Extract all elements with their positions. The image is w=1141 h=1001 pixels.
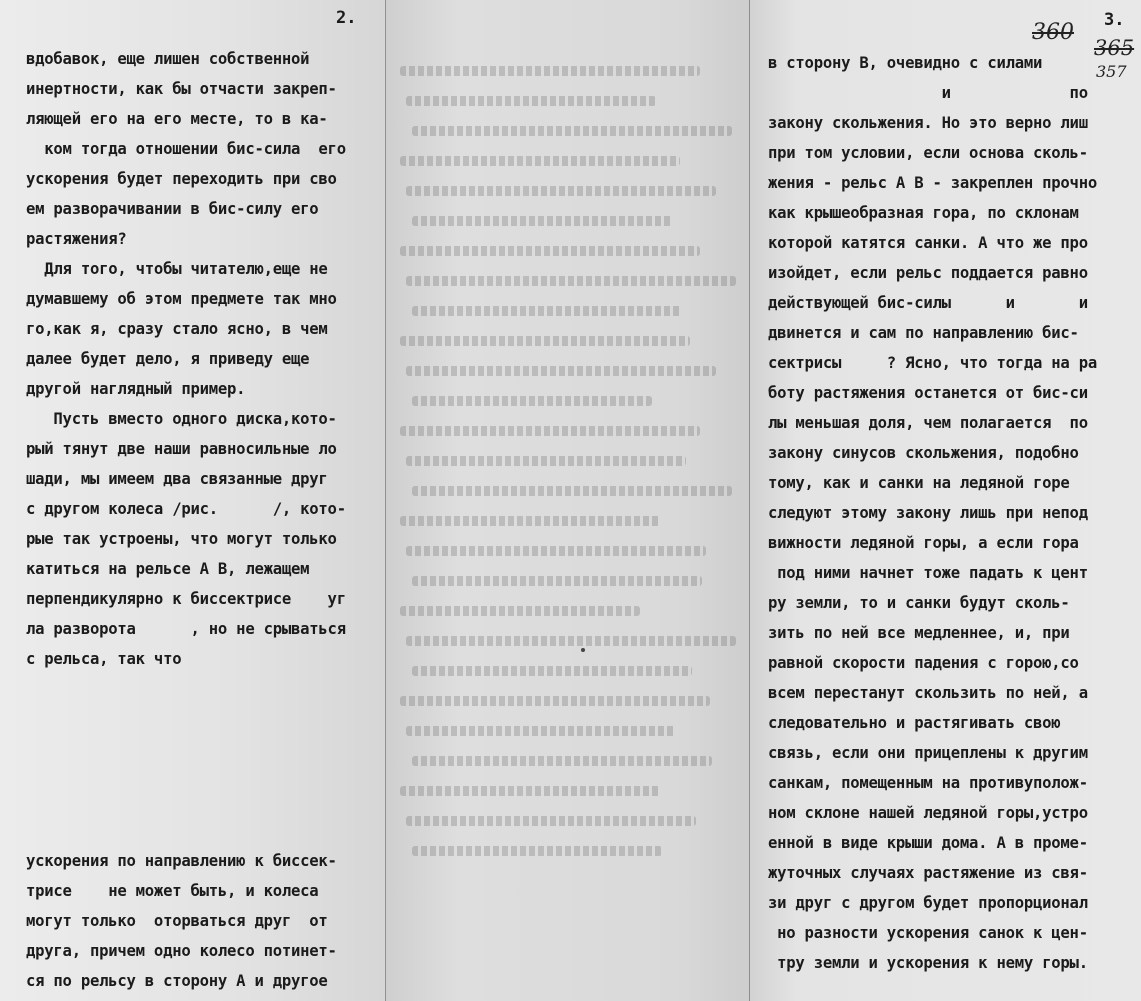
ghost-line — [412, 216, 672, 226]
ghost-line — [406, 96, 656, 106]
text-line: санкам, помещенным на противуполож- — [768, 774, 1088, 792]
text-line: связь, если они прицеплены к другим — [768, 744, 1088, 762]
ghost-line — [412, 306, 682, 316]
text-line: думавшему об этом предмете так мно — [26, 290, 337, 308]
text-line: изойдет, если рельс поддается равно — [768, 264, 1088, 282]
text-line: Пусть вместо одного диска,кото- — [26, 410, 337, 428]
ghost-line — [406, 456, 686, 466]
right-page — [750, 0, 1141, 1001]
left-page — [0, 0, 386, 1001]
text-line: ем разворачивании в бис-силу его — [26, 200, 319, 218]
ghost-line — [412, 666, 692, 676]
text-line: двинется и сам по направлению бис- — [768, 324, 1079, 342]
text-line: трисе не может быть, и колеса — [26, 882, 319, 900]
text-line: ся по рельсу в сторону А и другое — [26, 972, 328, 990]
ghost-line — [406, 816, 696, 826]
text-line: шади, мы имеем два связанные друг — [26, 470, 328, 488]
text-line: действующей бис-силы и и — [768, 294, 1088, 312]
text-line: го,как я, сразу стало ясно, в чем — [26, 320, 328, 338]
text-line: но разности ускорения санок к цен- — [768, 924, 1088, 942]
page-number-left: 2. — [336, 8, 357, 28]
text-line: и по — [768, 84, 1088, 102]
text-line: под ними начнет тоже падать к цент — [768, 564, 1088, 582]
text-line: зи друг с другом будет пропорционал — [768, 894, 1088, 912]
left-bottom-text — [26, 846, 337, 996]
ghost-line — [400, 516, 660, 526]
text-line: которой катятся санки. А что же про — [768, 234, 1088, 252]
text-line: с рельса, так что — [26, 650, 182, 668]
text-line: Для того, чтобы читателю,еще не — [26, 260, 328, 278]
text-line: следовательно и растягивать свою — [768, 714, 1061, 732]
text-line: закону синусов скольжения, подобно — [768, 444, 1079, 462]
ghost-line — [412, 126, 732, 136]
ghost-line — [400, 786, 660, 796]
ghost-line — [406, 276, 736, 286]
ghost-line — [400, 246, 700, 256]
text-line: при том условии, если основа сколь- — [768, 144, 1088, 162]
text-line: ком тогда отношении бис-сила его — [26, 140, 346, 158]
text-line: растяжения? — [26, 230, 127, 248]
text-line: в сторону В, очевидно с силами — [768, 54, 1043, 72]
ghost-line — [406, 186, 716, 196]
text-line: ном склоне нашей ледяной горы,устро — [768, 804, 1088, 822]
text-line: далее будет дело, я приведу еще — [26, 350, 310, 368]
text-line: лы меньшая доля, чем полагается по — [768, 414, 1088, 432]
ghost-line — [412, 576, 702, 586]
text-line: как крышеобразная гора, по склонам — [768, 204, 1079, 222]
archive-number: 357 — [1096, 62, 1127, 81]
ghost-line — [412, 396, 652, 406]
archive-number-crossed-2: 365 — [1094, 36, 1135, 60]
text-line: зить по ней все медленнее, и, при — [768, 624, 1070, 642]
ghost-line — [412, 846, 662, 856]
text-line: жуточных случаях растяжение из свя- — [768, 864, 1088, 882]
ghost-line — [400, 696, 710, 706]
text-line: ускорения по направлению к биссек- — [26, 852, 337, 870]
text-line: вижности ледяной горы, а если гора — [768, 534, 1079, 552]
text-line: инертности, как бы отчасти закреп- — [26, 80, 337, 98]
text-line: тому, как и санки на ледяной горе — [768, 474, 1070, 492]
left-top-text — [26, 44, 346, 674]
ghost-line — [406, 636, 736, 646]
text-line: ускорения будет переходить при сво — [26, 170, 337, 188]
text-line: тру земли и ускорения к нему горы. — [768, 954, 1088, 972]
ghost-line — [406, 546, 706, 556]
text-line: сектрисы ? Ясно, что тогда на ра — [768, 354, 1097, 372]
right-text — [768, 48, 1097, 978]
ghost-line — [412, 756, 712, 766]
text-line: закону скольжения. Но это верно лиш — [768, 114, 1088, 132]
text-line: катиться на рельсе А В, лежащем — [26, 560, 310, 578]
text-line: рый тянут две наши равносильные ло — [26, 440, 337, 458]
archive-number-crossed: 360 — [1032, 20, 1074, 45]
text-line: всем перестанут скользить по ней, а — [768, 684, 1088, 702]
text-line: другой наглядный пример. — [26, 380, 246, 398]
text-line: ру земли, то и санки будут сколь- — [768, 594, 1070, 612]
ghost-line — [400, 606, 640, 616]
text-line: вдобавок, еще лишен собственной — [26, 50, 310, 68]
text-line: перпендикулярно к биссектрисе уг — [26, 590, 346, 608]
ink-speck — [581, 648, 585, 652]
text-line: с другом колеса /рис. /, кото- — [26, 500, 346, 518]
ghost-line — [412, 486, 732, 496]
ghost-line — [406, 366, 716, 376]
text-line: енной в виде крыши дома. А в проме- — [768, 834, 1088, 852]
text-line: ла разворота , но не срываться — [26, 620, 346, 638]
text-line: равной скорости падения с горою,со — [768, 654, 1079, 672]
ghost-line — [400, 66, 700, 76]
ghost-line — [406, 726, 676, 736]
text-line: рые так устроены, что могут только — [26, 530, 337, 548]
text-line: следуют этому закону лишь при непод — [768, 504, 1088, 522]
page-number-right: 3. — [1104, 10, 1125, 30]
middle-page — [386, 0, 750, 1001]
ghost-line — [400, 336, 690, 346]
text-line: друга, причем одно колесо потинет- — [26, 942, 337, 960]
ghost-line — [400, 156, 680, 166]
text-line: жения - рельс А В - закреплен прочно — [768, 174, 1097, 192]
text-line: боту растяжения останется от бис-си — [768, 384, 1088, 402]
text-line: могут только оторваться друг от — [26, 912, 328, 930]
text-line: ляющей его на его месте, то в ка- — [26, 110, 328, 128]
ghost-line — [400, 426, 700, 436]
